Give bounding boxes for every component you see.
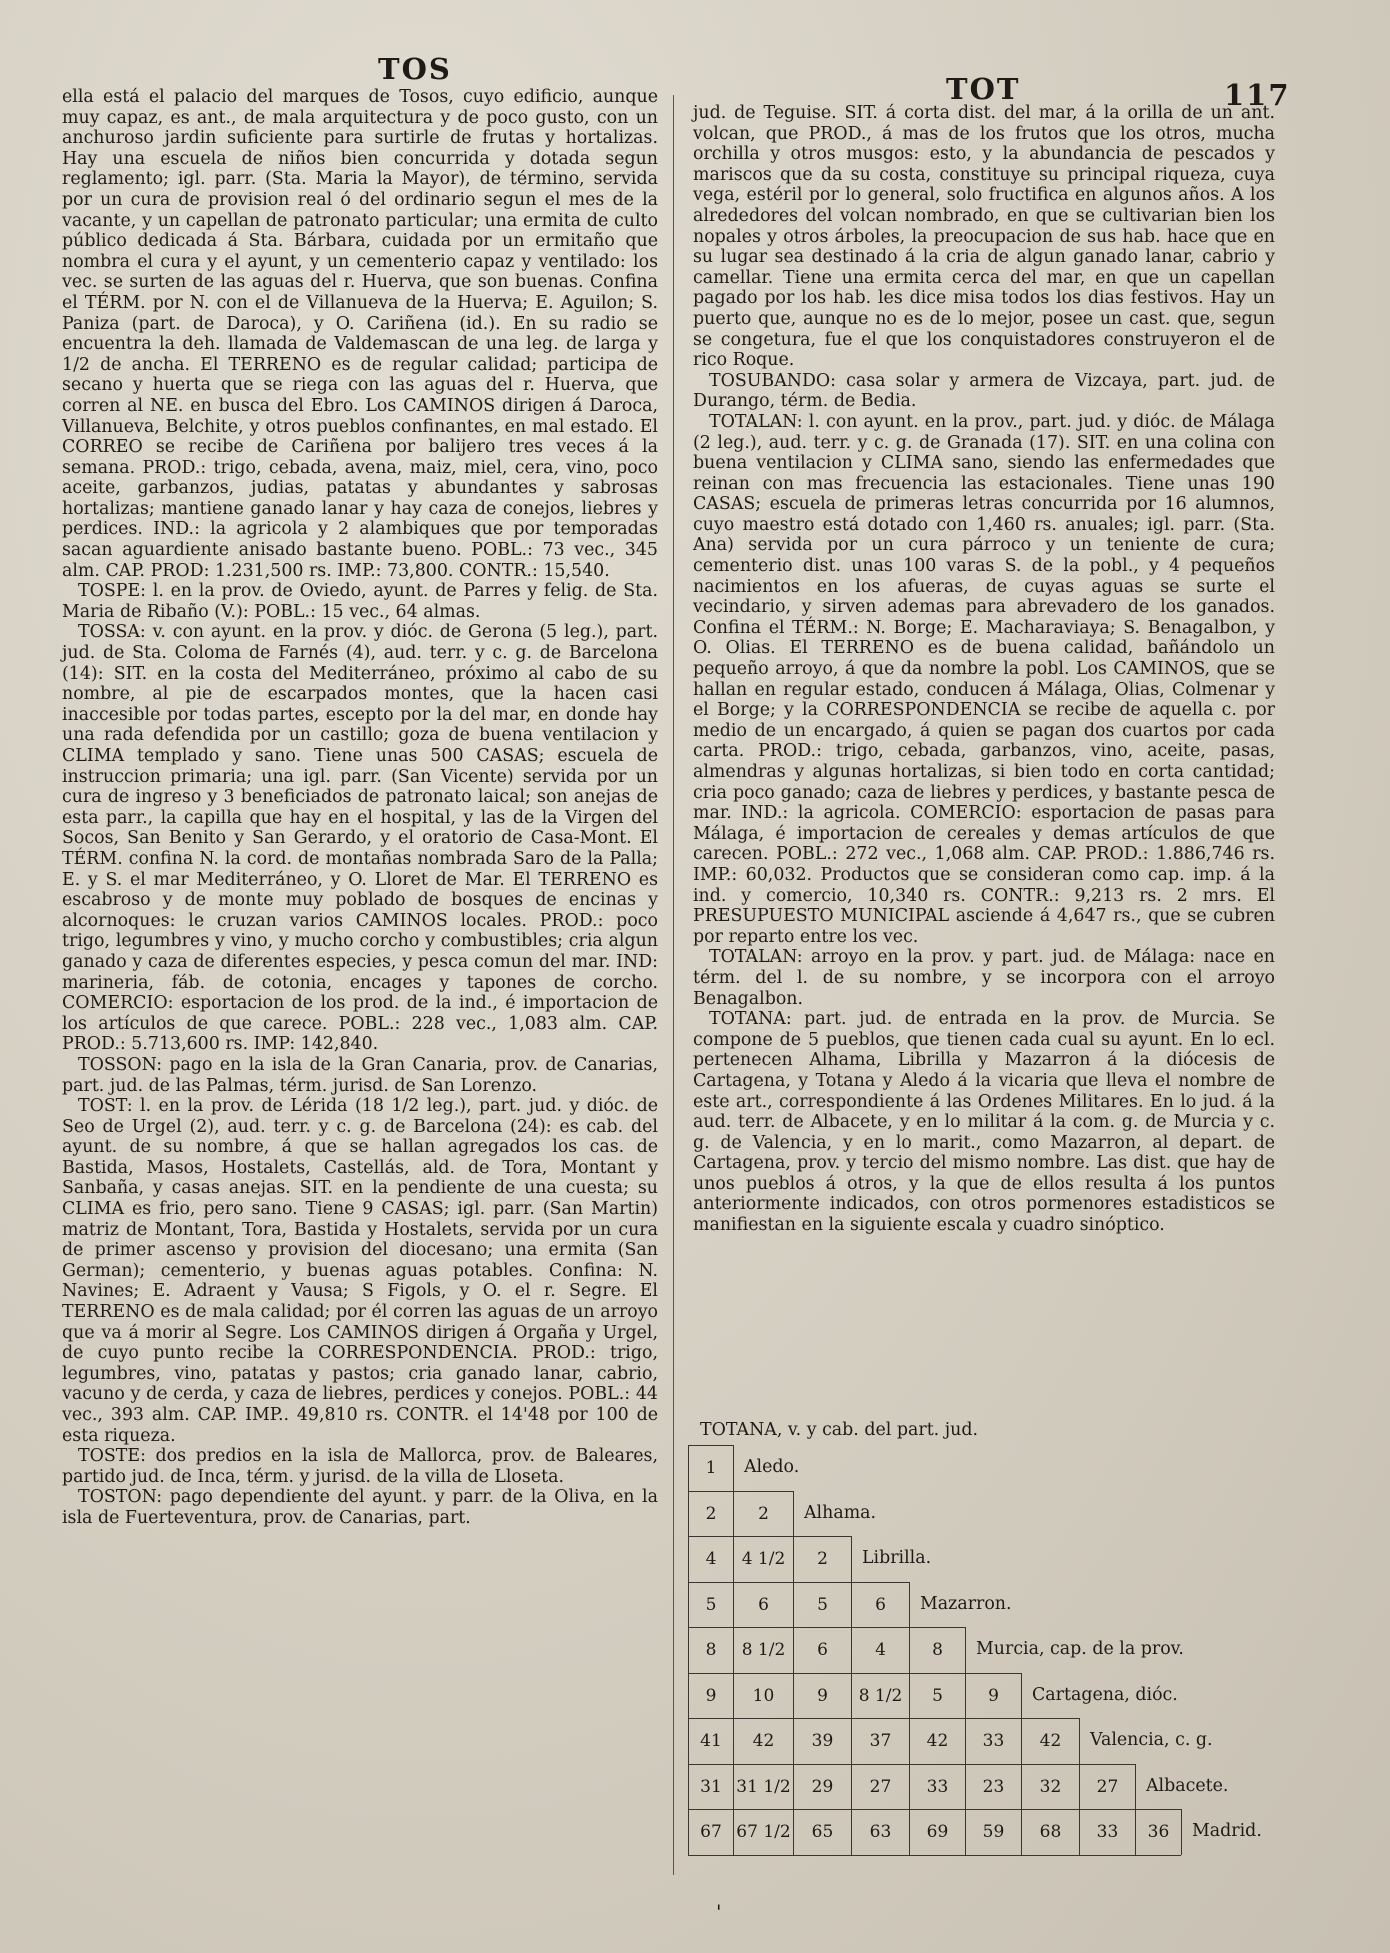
entry-totalan: TOTALAN: l. con ayunt. en la prov., part. jud. y dióc. de Málaga (2 leg.), aud. terr. y c. g. de Granada (17). SIT. en una colina con buena ventilacion y CLIMA sano, siendo las enfermedades que reinan con mas frecuencia las estacionales. Tiene unas 190 CASAS; escuela de primeras letras concurrida por 16 alumnos, cuyo maestro está dotado con 1,460 rs. anuales; igl. parr. (Sta. Ana) servida por un cura párroco y un teniente de cura; cementerio dist. unas 100 varas S. de la pobl., y 4 pequeños nacimientos en los afueras, de cuyas aguas se surte el vecindario, y sirven ademas para abrevadero de los ganados. Confina el TÉRM.: N. Borge; E. Macharaviaya; S. Benagalbon, y O. Olias. El TERRENO es de buena calidad, bañándolo un pequeño arroyo, á que da nombre la pobl. Los CAMINOS, que se hallan en regular estado, conducen á Málaga, Olias, Colmenar y el Borge; y la CORRESPONDENCIA se recibe de aquella c. por medio de un encargado, á quien se pagan dos cuartos por cada carta. PROD.: trigo, cebada, garbanzos, vino, aceite, pasas, almendras y algunas hortalizas, si bien todo en corta cantidad; cria poco ganado; caza de liebres y perdices, y bastante pesca de mar. IND.: la agricola. COMERCIO: esportacion de pasas para Málaga, é importacion de cereales y demas artículos de que carecen. POBL.: 272 vec., 1,068 alm. CAP. PROD.: 1.886,746 rs. IMP.: 60,032. Productos que se consideran como cap. imp. á la ind. y comercio, 10,340 rs. CONTR.: 9,213 rs. 2 mrs. El PRESUPUESTO MUNICIPAL asciende á 4,647 rs., que se cubren por reparto entre los vec. xyxy=(693,411,1275,947)
table-cell: 41 xyxy=(688,1718,733,1764)
table-cell: 8 1/2 xyxy=(851,1673,909,1719)
table-cell: 42 xyxy=(1021,1718,1079,1764)
table-cell: 69 xyxy=(909,1809,965,1855)
table-row-label: Alhama. xyxy=(793,1491,876,1537)
table-row-label: Mazarron. xyxy=(909,1582,1012,1628)
table-row-label: Librilla. xyxy=(851,1536,931,1582)
entry-tosos-continued: ella está el palacio del marques de Tosos, cuyo edificio, aunque muy capaz, es ant., de mala arquitectura y de poco gusto, con un anchuroso jardin suficiente para surtirle de frutas y hortalizas. Hay una escuela de niños bien concurrida y dotada segun reglamento; igl. parr. (Sta. Maria la Mayor), de término, servida por un cura de provision real ó del ordinario segun el mes de la vacante, y un capellan de patronato particular; una ermita de culto público dedicada á Sta. Bárbara, cuidada por un ermitaño que nombra el cura y el ayunt, y un cementerio capaz y ventilado: los vec. se surten de las aguas del r. Huerva, que son buenas. Confina el TÉRM. por N. con el de Villanueva de la Huerva; E. Aguilon; S. Paniza (part. de Daroca), y O. Cariñena (id.). En su radio se encuentra la deh. llamada de Valdemascan de una leg. de larga y 1/2 de ancha. El TERRENO es de regular calidad; participa de secano y huerta que se riega con las aguas del r. Huerva, que corren al NE. en busca del Ebro. Los CAMINOS dirigen á Daroca, Villanueva, Belchite, y otros pueblos confinantes, en mal estado. El CORREO se recibe de Cariñena por balijero tres veces á la semana. PROD.: trigo, cebada, avena, maiz, miel, cera, vino, poco aceite, garbanzos, judias, patatas y abundantes y sabrosas hortalizas; mantiene ganado lanar y hay caza de conejos, liebres y perdices. IND.: la agricola y 2 alambiques que por temporadas sacan aguardiente anisado bastante bueno. POBL.: 73 vec., 345 alm. CAP. PROD: 1.231,500 rs. IMP.: 73,800. CONTR.: 15,540. xyxy=(62,87,658,581)
table-cell: 65 xyxy=(793,1809,851,1855)
table-cell: 2 xyxy=(793,1536,851,1582)
table-cell: 39 xyxy=(793,1718,851,1764)
entry-totalan-arroyo: TOTALAN: arroyo en la prov. y part. jud. de Málaga: nace en térm. del l. de su nombre, y se incorpora con el arroyo Benagalbon. xyxy=(693,947,1275,1009)
foot-mark: ' xyxy=(716,1900,722,1924)
column-divider xyxy=(673,95,674,1875)
table-cell: 6 xyxy=(733,1582,793,1628)
entry-toston-continued: jud. de Teguise. SIT. á corta dist. del mar, á la orilla de un ant. volcan, que PROD., á mas de los frutos que los otros, mucha orchilla y otros musgos: esto, y la abundancia de pescados y mariscos que da su costa, constituye su principal riqueza, cuya vega, estéril por lo general, solo fructifica en algunos años. A los alrededores del volcan nombrado, en que se cultivarian bien los nopales y otros árboles, la preocupacion de sus hab. hace que en su lugar sea destinado á la cria de algun ganado lanar, cabrio y camellar. Tiene una ermita cerca del mar, en que un capellan pagado por los hab. les dice misa todos los dias festivos. Hay un puerto que, aunque no es de lo mejor, posee un cast. que, segun se congetura, fue el que los conquistadores construyeron el de rico Roque. xyxy=(693,103,1275,371)
table-cell: 6 xyxy=(851,1582,909,1628)
table-cell: 8 1/2 xyxy=(733,1627,793,1673)
table-cell: 4 xyxy=(688,1536,733,1582)
table-cell: 67 1/2 xyxy=(733,1809,793,1855)
table-cell: 63 xyxy=(851,1809,909,1855)
distance-table-title: TOTANA, v. y cab. del part. jud. xyxy=(700,1420,978,1440)
table-row-label: Madrid. xyxy=(1181,1809,1262,1855)
table-cell: 59 xyxy=(965,1809,1021,1855)
entry-toste: TOSTE: dos predios en la isla de Mallorca, prov. de Baleares, partido jud. de Inca, térm. y jurisd. de la villa de Lloseta. xyxy=(62,1446,658,1487)
table-cell: 31 1/2 xyxy=(733,1764,793,1810)
table-cell: 6 xyxy=(793,1627,851,1673)
table-cell: 27 xyxy=(851,1764,909,1810)
running-head-left: TOS xyxy=(378,52,452,86)
table-cell: 36 xyxy=(1135,1809,1181,1855)
table-bottom-rule xyxy=(688,1855,1181,1857)
table-cell: 29 xyxy=(793,1764,851,1810)
right-column xyxy=(693,103,1275,1236)
entry-toston: TOSTON: pago dependiente del ayunt. y parr. de la Oliva, en la isla de Fuerteventura, prov. de Canarias, part. xyxy=(62,1487,658,1528)
table-cell: 5 xyxy=(793,1582,851,1628)
entry-tosson: TOSSON: pago en la isla de la Gran Canaria, prov. de Canarias, part. jud. de las Palmas, térm. jurisd. de San Lorenzo. xyxy=(62,1054,658,1096)
table-cell: 1 xyxy=(688,1445,733,1491)
page-number: 117 xyxy=(1224,78,1291,112)
table-cell: 68 xyxy=(1021,1809,1079,1855)
table-cell: 33 xyxy=(1079,1809,1135,1855)
table-row-label: Aledo. xyxy=(733,1445,799,1491)
entry-tossa: TOSSA: v. con ayunt. en la prov. y dióc. de Gerona (5 leg.), part. jud. de Sta. Coloma de Farnés (4), aud. terr. y c. g. de Barcelona (14): SIT. en la costa del Mediterráneo, próximo al cabo de su nombre, al pie de escarpados montes, que la hacen casi inaccesible por todas partes, escepto por la del mar, en donde hay una rada defendida por un castillo; goza de buena ventilacion y CLIMA templado y sano. Tiene unas 500 CASAS; escuela de instruccion primaria; una igl. parr. (San Vicente) servida por un cura de ingreso y 3 beneficiados de patronato laical; son anejas de esta parr., la capilla que hay en el hospital, y las de la Virgen del Socos, San Benito y San Gerardo, y el oratorio de Casa-Mont. El TÉRM. confina N. la cord. de montañas nombrada Saro de la Palla; E. y S. el mar Mediterráneo, y O. Lloret de Mar. El TERRENO es escabroso y de monte muy poblado de bosques de encinas y alcornoques: le cruzan varios CAMINOS locales. PROD.: poco trigo, legumbres y vino, y mucho corcho y combustibles; cria algun ganado y caza de diferentes especies, y pesca comun del mar. IND: marineria, fáb. de cotonia, encages y tapones de corcho. COMERCIO: esportacion de los prod. de la ind., é importacion de los artículos de que carece. POBL.: 228 vec., 1,083 alm. CAP. PROD.: 5.713,600 rs. IMP: 142,840. xyxy=(62,622,658,1055)
table-row-label: Valencia, c. g. xyxy=(1079,1718,1213,1764)
table-cell: 8 xyxy=(909,1627,965,1673)
entry-tost: TOST: l. en la prov. de Lérida (18 1/2 leg.), part. jud. y dióc. de Seo de Urgel (2), aud. terr. y c. g. de Barcelona (24): es cab. del ayunt. de su nombre, á que se hallan agregados los cas. de Bastida, Masos, Hostalets, Castellás, ald. de Tora, Montant y Sanbaña, y casas anejas. SIT. en la pendiente de una cuesta; su CLIMA es frio, pero sano. Tiene 9 CASAS; igl. parr. (San Martin) matriz de Montant, Tora, Bastida y Hostalets, servida por un cura de primer ascenso y provision del diocesano; una ermita (San German); cementerio, y buenas aguas potables. Confina: N. Navines; E. Adraent y Vausa; S Figols, y O. el r. Segre. El TERRENO es de mala calidad; por él corren las aguas de un arroyo que va á morir al Segre. Los CAMINOS dirigen á Orgaña y Urgel, de cuyo punto recibe la CORRESPONDENCIA. PROD.: trigo, legumbres, vino, patatas y pastos; cria ganado lanar, cabrio, vacuno y de cerda, y caza de liebres, perdices y conejos. POBL.: 44 vec., 393 alm. CAP. IMP.. 49,810 rs. CONTR. el 14'48 por 100 de esta riqueza. xyxy=(62,1096,658,1446)
table-cell: 4 xyxy=(851,1627,909,1673)
table-cell: 31 xyxy=(688,1764,733,1810)
table-cell: 23 xyxy=(965,1764,1021,1810)
table-cell: 67 xyxy=(688,1809,733,1855)
left-column xyxy=(62,87,658,1529)
table-row-label: Albacete. xyxy=(1135,1764,1228,1810)
table-cell: 10 xyxy=(733,1673,793,1719)
table-cell: 42 xyxy=(909,1718,965,1764)
entry-tospe: TOSPE: l. en la prov. de Oviedo, ayunt. de Parres y felig. de Sta. Maria de Ribaño (V.): POBL.: 15 vec., 64 almas. xyxy=(62,581,658,622)
table-cell: 5 xyxy=(688,1582,733,1628)
table-cell: 27 xyxy=(1079,1764,1135,1810)
table-cell: 4 1/2 xyxy=(733,1536,793,1582)
table-cell: 9 xyxy=(793,1673,851,1719)
table-cell: 37 xyxy=(851,1718,909,1764)
table-cell: 42 xyxy=(733,1718,793,1764)
entry-totana: TOTANA: part. jud. de entrada en la prov. de Murcia. Se compone de 5 pueblos, que tienen cada cual su ayunt. En lo ecl. pertenecen Alhama, Librilla y Mazarron á la diócesis de Cartagena, y Totana y Aledo á la vicaria que lleva el nombre de este art., correspondiente á las Ordenes Militares. En lo jud. á la aud. terr. de Albacete, y en lo militar á la com. g. de Murcia y c. g. de Valencia, y en lo marit., como Mazarron, al depart. de Cartagena, prov. y tercio del mismo nombre. Las dist. que hay de unos pueblos á otros, y la que de ellos resulta á los puntos anteriormente indicados, con otros pormenores estadisticos se manifiestan en la siguiente escala y cuadro sinóptico. xyxy=(693,1009,1275,1236)
table-cell: 2 xyxy=(688,1491,733,1537)
table-cell: 9 xyxy=(965,1673,1021,1719)
table-cell: 33 xyxy=(965,1718,1021,1764)
table-cell: 9 xyxy=(688,1673,733,1719)
table-row-label: Cartagena, dióc. xyxy=(1021,1673,1178,1719)
entry-tosubando: TOSUBANDO: casa solar y armera de Vizcaya, part. jud. de Durango, térm. de Bedia. xyxy=(693,370,1275,412)
table-cell: 2 xyxy=(733,1491,793,1537)
table-cell: 32 xyxy=(1021,1764,1079,1810)
running-head-center: TOT xyxy=(946,72,1021,106)
table-cell: 5 xyxy=(909,1673,965,1719)
table-cell: 8 xyxy=(688,1627,733,1673)
table-row-label: Murcia, cap. de la prov. xyxy=(965,1627,1184,1673)
table-cell: 33 xyxy=(909,1764,965,1810)
